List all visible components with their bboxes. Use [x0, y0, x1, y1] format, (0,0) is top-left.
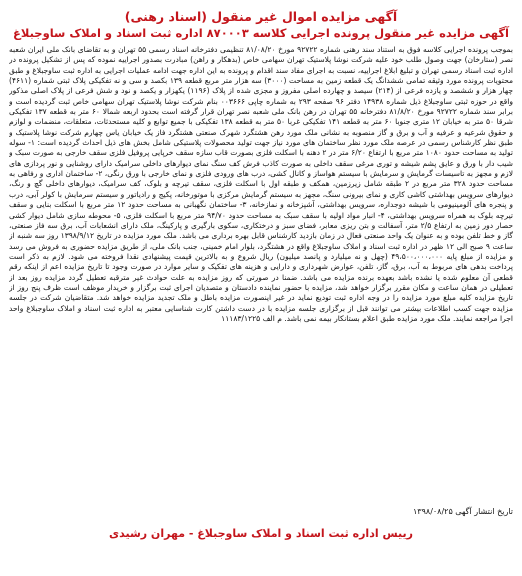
notice-footer: [9, 506, 513, 540]
notice-title: آگهی مزایده اموال غیر منقول (اسناد رهنی): [124, 9, 398, 24]
signature-line: رییس اداره ثبت اسناد و املاک ساوجبلاغ - مهران رشیدی: [109, 527, 413, 540]
publish-date: تاریخ انتشار آگهی ۱۳۹۸/۰۸/۲۵: [413, 507, 513, 516]
notice-body: بموجب پرونده اجرایی کلاسه فوق به استناد سند رهنی شماره ۹۲۷۲۲ مورخ ۸۱/۰۸/۲۰ تنظیمی دفترخانه اسناد رسمی ۵۵ تهران و به تقاضای بانک ملی ایران شعبه نصر (ستارخان) جهت وصول طلب خود علیه شرکت نوشا پلاستیک تهران سهامی خاص (بدهکار و راهن) مبادرت بصدور اجراییه نموده که پس از تشکیل پرونده در اداره ثبت اسناد رسمی تهران و تبلیغ ابلاغ اجراییه، نسبت به اجرای مفاد سند اقدام و پرونده به این اداره جهت ادامه عملیات اجرایی به اداره ثبت ساوجبلاغ و طبق محتویات پرونده مورد وثیقه تمامی ششدانگ یک قطعه زمین به مساحت (۳۰۰۰) سه هزار متر مربع قطعه ۱۳۹ بکصد و سی و نه تفکیکی پلاک ثبتی شماره (۴۶۱۱) چهار هزار و ششصد و یازده فرعی از (۲۱۴) سیصد و چهارده اصلی مفروز و مجزی شده از پلاک (۱۱۹۶) یکهزار و یکصد و نود و شش فرعی از پلاک اصلی مذکور واقع در حوزه ثبتی ساوجبلاغ ذیل شماره ۱۴۹۳۸ دفتر ۹۶ صفحه ۲۹۳ به شماره چاپی ۰۰۳۶۶۶ بنام شرکت نوشا پلاستیک تهران سهامی خاص ثبت گردیده است و برابر سند شماره ۹۲۷۲۲ مورخ ۸۱/۸/۲۰ دفترخانه ۵۵ تهران در رهن بانک ملی شعبه نصر تهران قرار گرفته است بحدود اربعه شمالا ۶۰ متر به قطعه ۱۳۷ تفکیکی شرقا ۵۰ متر به خیابان ۱۲ متری جنوبا ۶۰ متر به قطعه ۱۴۱ تفکیکی غربا ۵۰ متر به قطعه ۱۳۸ تفکیکی با جمیع توابع و کلیه مستحدثات، متعلقات، منضمات و لوازم و حقوق شرعیه و عرفیه و آب و برق و گاز منصوبه به نشانی ملک مورد رهن هشتگرد شهرک صنعتی هشتگرد فاز یک خیابان یاس چهارم شرکت نوشا پلاستیک و طبق نظر کارشناس رسمی در عرصه ملک مورد نظر ساختمان های مورد نیاز جهت تولید محصولات پلاستیکی شامل بخش های ذیل احداث گردیده است: ۱- سوله تولید به مساحت حدود ۱۰۸۰ متر مربع با ارتفاع ۶/۲۰ متر در ۲ دهنه با اسکلت فلزی بصورت قاب سازه سقف خرپایی پروفیل فلزی سقف خارجی به صورت سبک و شیب دار با ورق و عایق پشم شیشه و توری مرغی سقف داخلی به صورت کاذب فرش کف سنگ نمای دیوارهای داخلی سرامیک دارای روشنایی و نور پردازی های لازم و مجهز به تاسیسات گرمایش و سرمایش با سیستم هواساز و کانال کشی، درب های ورودی فلزی و نمای خارجی با ورق رنگی، ۲- ساختمان اداری و رفاهی به مساحت حدود ۳۲۸ متر مربع در ۲ طبقه شامل زیرزمین، همکف و طبقه اول با اسکلت فلزی، سقف تیرچه و بلوک، کف سرامیک، دیوارهای داخلی گچ و رنگ، دیوارهای سرویس بهداشتی کاشی کاری و نمای بیرونی سنگ، مجهز به سیستم گرمایش مرکزی با موتورخانه، پکیج و رادیاتور و سیستم سرمایش با کولر آبی، درب و پنجره های آلومینیومی با شیشه دوجداره، سرویس بهداشتی، آشپزخانه و نمازخانه، ۳- ساختمان نگهبانی به مساحت حدود ۱۲ متر مربع با اسکلت بنایی و سقف تیرچه بلوک به همراه سرویس بهداشتی، ۴- انبار مواد اولیه با سقف سبک به مساحت حدود ۹۴/۷۰ متر مربع با اسکلت فلزی، ۵- محوطه سازی شامل دیوار کشی حصار دور زمین به ارتفاع ۲/۵ متر، آسفالت و بتن ریزی معابر، فضای سبز و درختکاری، سکوی بارگیری و پارکینگ، ملک دارای انشعابات آب، برق سه فاز صنعتی، گاز و خط تلفن بوده و به عنوان یک واحد صنعتی فعال در زمان بازدید کارشناس قابل بهره برداری می باشد. ملک مورد مزایده در تاریخ ۱۳۹۸/۹/۱۲ روز سه شنبه از ساعت ۹ صبح الی ۱۲ ظهر در اداره ثبت اسناد و املاک ساوجبلاغ واقع در هشتگرد، بلوار امام خمینی، جنب بانک ملی، از طریق مزایده حضوری به فروش می رسد و مزایده از مبلغ پایه ۴۹،۵۰۰،۰۰۰،۰۰۰ (چهل و نه میلیارد و پانصد میلیون) ریال شروع و به بالاترین قیمت پیشنهادی نقدا فروخته می شود. لازم به ذکر است پرداخت بدهی های مربوط به آب، برق، گاز، تلفن، عوارض شهرداری و دارایی و هزینه های تفکیک و سایر موارد در صورت وجود تا تاریخ مزایده اعم از اینکه رقم قطعی آن معلوم شده یا نشده باشد بعهده برنده مزایده می باشد. ضمنا در صورتی که روز مزایده به علت حوادث غیر مترقبه تعطیل گردد مزایده روز بعد از تعطیلی در همان ساعت و مکان مقرر برگزار خواهد شد، مزایده با حضور نماینده دادستان و متصدیان اجرای ثبت برگزار و خریدار موظف است ظرف پنج روز از تاریخ مزایده کلیه مبلغ مورد مزایده را در وجه اداره ثبت تودیع نماید در غیر اینصورت مزایده باطل و ملک تجدید مزایده خواهد شد. متقاضیان شرکت در جلسه مزایده جهت کسب اطلاعات بیشتر می توانند قبل از برگزاری جلسه مزایده با در دست داشتن کارت شناسایی معتبر به اداره ثبت اسناد و املاک ساوجبلاغ واحد اجرا مراجعه نمایند. ملک مورد مزایده طبق اعلام بستانکار بیمه نمی باشد. م الف ۱۱۱۸۳/۱۲۲۵: [9, 45, 513, 323]
notice-subtitle: آگهی مزایده غیر منقول پرونده اجرایی کلاسه ۸۷۰۰۰۳ اداره ثبت اسناد و املاک ساوجبلاغ: [13, 26, 509, 40]
